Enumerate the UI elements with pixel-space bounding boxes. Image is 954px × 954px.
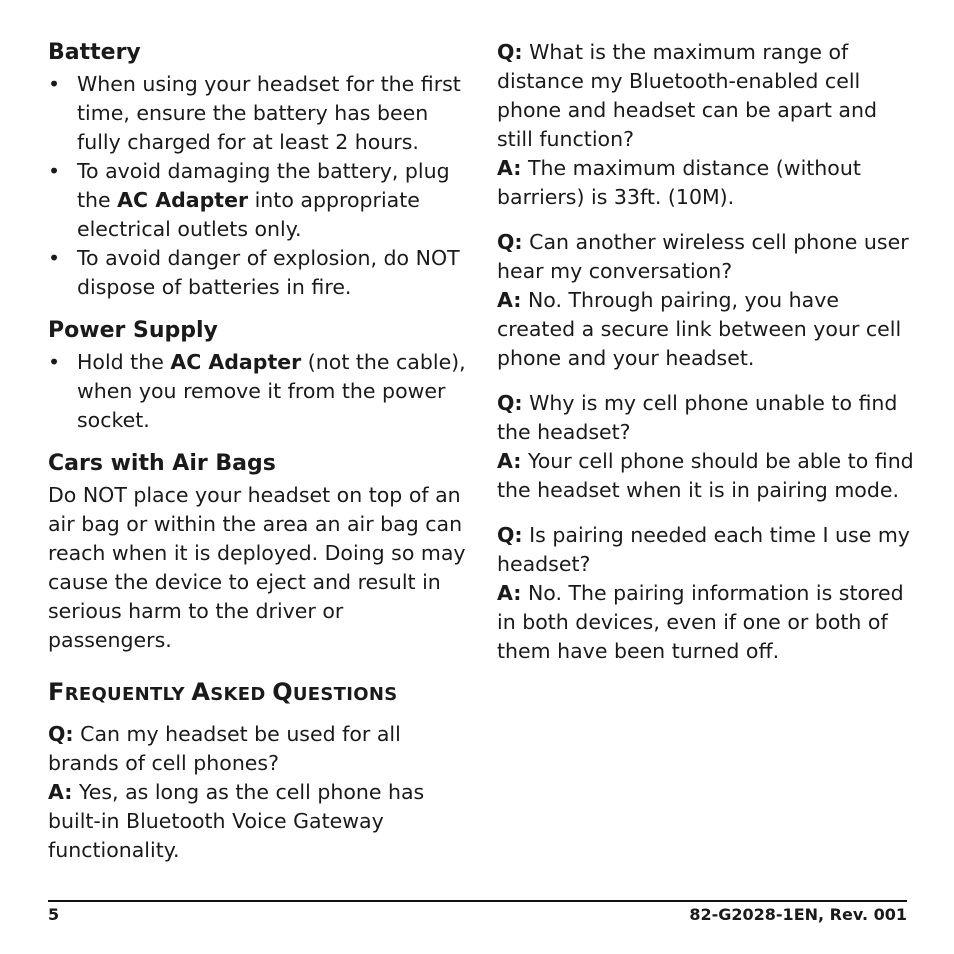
faq-question: Q: Is pairing needed each time I use my headset? — [497, 523, 910, 576]
faq-answer: A: Yes, as long as the cell phone has built-in Bluetooth Voice Gateway functionality. — [48, 780, 425, 862]
faq-item — [497, 521, 917, 666]
battery-heading: Battery — [48, 40, 141, 65]
list-item — [48, 70, 468, 157]
right-column — [497, 38, 917, 682]
faq-item — [497, 228, 917, 373]
bullet-icon: • — [48, 246, 61, 270]
footer-divider — [48, 900, 907, 902]
faq-item — [48, 720, 468, 865]
left-column — [48, 38, 468, 881]
faq-item — [497, 389, 917, 505]
battery-item-1-text: When using your headset for the first time, ensure the battery has been fully charged for at least 2 hours. — [77, 72, 461, 154]
power-item-bold: AC Adapter — [170, 350, 302, 374]
faq-answer: A: The maximum distance (without barriers) is 33ft. (10M). — [497, 156, 861, 209]
list-item — [48, 348, 468, 435]
battery-item-3-text: To avoid danger of explosion, do NOT dispose of batteries in fire. — [77, 246, 460, 299]
battery-item-2-text-end: into appropriate electrical outlets only. — [77, 188, 420, 241]
faq-question: Q: Why is my cell phone unable to find the headset? — [497, 391, 898, 444]
faq-answer: A: No. Through pairing, you have created a secure link between your cell phone and your headset. — [497, 288, 902, 370]
document-id: 82-G2028-1EN, Rev. 001 — [689, 905, 907, 924]
air-bags-text: Do NOT place your headset on top of an air bag or within the area an air bag can reach when it is deployed. Doing so may cause the device to eject and result in serious harm to the driver or passengers. — [48, 483, 466, 652]
power-item-text-end: (not the cable), when you remove it from the power socket. — [77, 350, 466, 432]
faq-question: Q: Can my headset be used for all brands of cell phones? — [48, 722, 401, 775]
list-item — [48, 244, 468, 302]
list-item — [48, 157, 468, 244]
battery-list — [48, 70, 468, 302]
faq-answer: A: No. The pairing information is stored in both devices, even if one or both of them have been turned off. — [497, 581, 904, 663]
battery-item-2-text: To avoid damaging the battery, plug the — [77, 159, 450, 212]
power-supply-list — [48, 348, 468, 435]
faq-item — [497, 38, 917, 212]
faq-title: FREQUENTLY ASKED QUESTIONS — [48, 678, 398, 706]
power-supply-heading: Power Supply — [48, 318, 218, 343]
air-bags-section — [48, 449, 468, 655]
air-bags-heading: Cars with Air Bags — [48, 451, 276, 476]
bullet-icon: • — [48, 159, 61, 183]
power-item-text: Hold the — [77, 350, 171, 374]
power-supply-section — [48, 316, 468, 435]
bullet-icon: • — [48, 72, 61, 96]
battery-item-2-bold: AC Adapter — [117, 188, 249, 212]
bullet-icon: • — [48, 350, 61, 374]
faq-question: Q: Can another wireless cell phone user hear my conversation? — [497, 230, 909, 283]
page-number: 5 — [48, 905, 60, 924]
battery-section — [48, 38, 468, 302]
faq-answer: A: Your cell phone should be able to find the headset when it is in pairing mode. — [497, 449, 914, 502]
faq-question: Q: What is the maximum range of distance my Bluetooth-enabled cell phone and headset can be apart and still function? — [497, 40, 877, 151]
